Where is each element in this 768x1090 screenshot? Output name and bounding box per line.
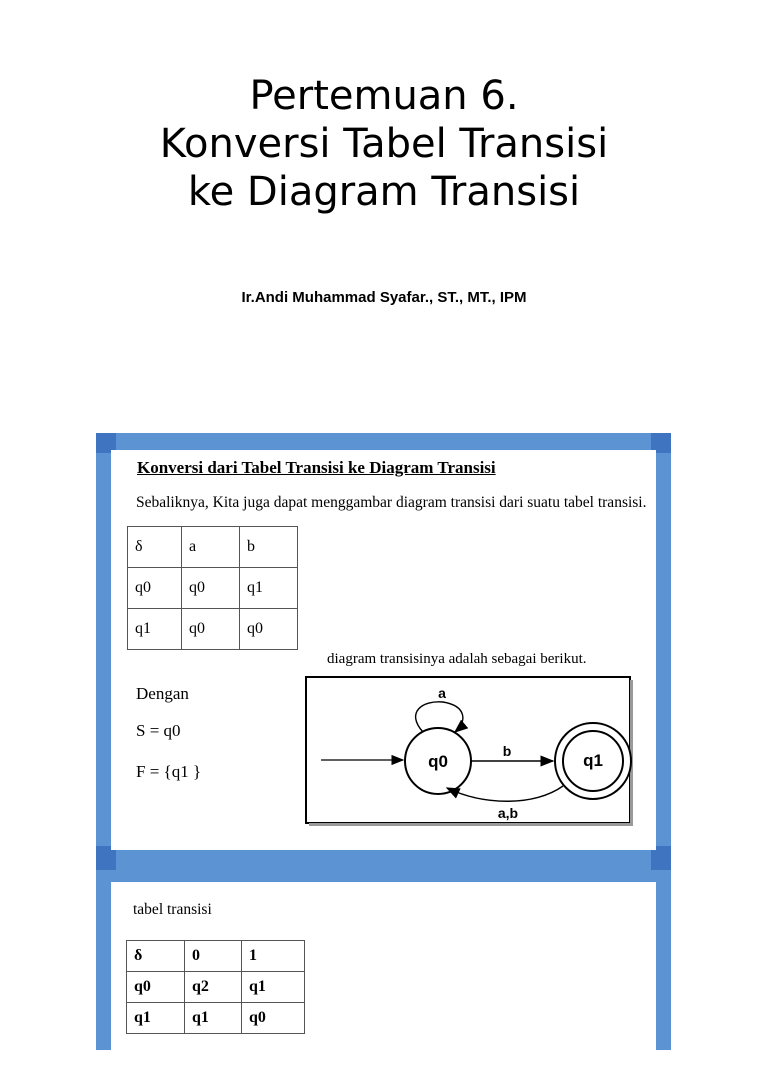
transition-table-2 [126,940,305,1034]
state-q0-label: q0 [428,752,448,771]
slide2-label: tabel transisi [133,901,212,918]
table-cell: q1 [242,972,305,1003]
table-header-row [127,941,305,972]
dengan-label: Dengan [136,684,189,703]
table-row [128,609,298,650]
table-cell: q0 [128,568,182,609]
table-cell: q0 [242,1003,305,1034]
table-cell: δ [128,527,182,568]
table-cell: b [240,527,298,568]
table-cell: q0 [127,972,185,1003]
table-cell: q0 [182,568,240,609]
table-row [127,972,305,1003]
state-q1-label: q1 [583,751,603,770]
table-cell: q0 [182,609,240,650]
start-state-line: S = q0 [136,721,181,740]
diagram-shadow [309,823,633,826]
table-row [128,568,298,609]
frame-corner [96,850,116,870]
table-cell: q2 [185,972,242,1003]
final-state-line: F = {q1 } [136,762,202,781]
table-row [127,1003,305,1034]
title-line-3: ke Diagram Transisi [187,169,581,215]
slide-intro: Sebaliknya, Kita juga dapat menggambar diagram transisi dari suatu tabel transisi. [136,494,647,511]
title-line-2: Konversi Tabel Transisi [159,121,609,167]
edge-ab-label: a,b [497,805,519,821]
table-cell: q0 [240,609,298,650]
loop-label: a [438,685,446,701]
table-cell: a [182,527,240,568]
diagram-caption: diagram transisinya adalah sebagai berikut. [327,651,587,667]
edge-b-label: b [502,743,512,759]
title-line-1: Pertemuan 6. [249,73,519,119]
table-cell: q1 [240,568,298,609]
slide-heading: Konversi dari Tabel Transisi ke Diagram Transisi [137,458,496,477]
table-header-row [128,527,298,568]
transition-table [127,526,298,650]
frame-corner [651,850,671,870]
author: Ir.Andi Muhammad Syafar., ST., MT., IPM [241,289,527,306]
table-cell: q1 [127,1003,185,1034]
table-cell: δ [127,941,185,972]
table-cell: q1 [128,609,182,650]
table-cell: 1 [242,941,305,972]
transition-diagram [305,676,633,826]
table-cell: q1 [185,1003,242,1034]
page-title [0,72,768,216]
table-cell: 0 [185,941,242,972]
